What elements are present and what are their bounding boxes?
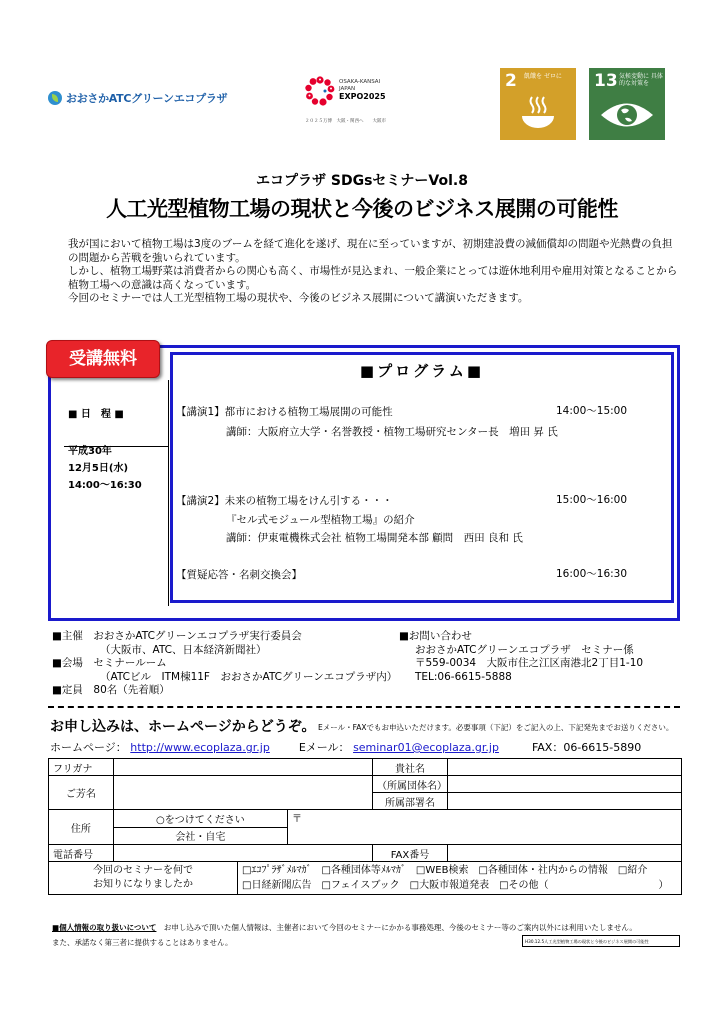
furigana-field[interactable] [113,759,372,776]
dept-label: 所属部署名 [373,793,448,810]
sdg13-number: 13 [594,71,618,91]
source-options-row1[interactable]: □ｴｺﾌﾟﾗｻﾞﾒﾙﾏｶﾞ □各種団体等ﾒﾙﾏｶﾞ □WEB検索 □各種団体・社内からの情報 □紹介 [242,865,648,876]
privacy-text-1: お申し込みで頂いた個人情報は、主催者において今回のセミナーにかかる事務処理、今後のセミナー等のご案内以外には利用いたしません。 [156,923,637,932]
name-label: ご芳名 [49,776,114,810]
atc-logo-text: おおさかATCグリーンエコプラザ [66,92,228,105]
qa-title: 【質疑応答・名刺交換会】 [176,569,302,581]
org-field[interactable] [447,776,681,793]
source-label-line1: 今回のセミナーを何で [93,865,194,876]
apply-heading: お申し込みは、ホームページからどうぞ。 [50,719,316,735]
fax-field[interactable] [447,845,681,862]
schedule-date: 12月5日(水) [68,463,129,474]
company-label: 貴社名 [373,759,448,776]
address-choice[interactable]: 会社・自宅 [113,827,287,845]
sdg2-label: 飢餓を ゼロに [524,73,562,80]
page-title: 人工光型植物工場の現状と今後のビジネス展開の可能性 [106,197,618,221]
sdg13-label: 気候変動に 具体的な対策を [619,73,663,87]
inquiry-info [399,630,643,684]
schedule-time: 14:00～16:30 [68,480,142,491]
capacity: ■定員 80名（先着順） [52,684,170,697]
host-members: （大阪市、ATC、日本経済新聞社） [100,643,267,656]
sdg2-number: 2 [505,71,517,91]
expo-text-3: EXPO2025 [339,92,386,101]
lecture2-title: 【講演2】未来の植物工場をけん引する・・・ [176,495,393,507]
expo-ring-icon [305,76,335,106]
address-hint: ○をつけてください [113,810,287,828]
schedule-info [68,443,142,494]
name-field[interactable] [113,776,372,810]
program-divider [168,380,169,606]
source-label [49,862,238,895]
program-heading: ■プログラム■ [359,362,485,380]
org-label: （所属団体名） [373,776,448,793]
phone-field[interactable] [113,845,372,862]
address-field[interactable] [288,810,682,845]
atc-logo [48,90,227,106]
sdg13-logo [589,68,665,140]
source-label-line2: お知りになりましたか [93,879,194,890]
free-admission-badge: 受講無料 [46,340,160,378]
qa-time: 16:00～16:30 [556,568,628,580]
intro-paragraph-2: しかし、植物工場野菜は消費者からの関心も高く、市場性が見込まれ、一般企業にとっては遊休地利用や雇用対策となることから植物工場への意識は高くなっています。 [68,265,678,291]
expo-text-1: OSAKA-KANSAI [339,79,381,85]
fax-number: FAX：06-6615-5890 [531,741,642,754]
bowl-icon [520,94,556,132]
intro-paragraph-3: 今回のセミナーでは人工光型植物工場の現状や、今後のビジネス展開について講演いただきます。 [68,292,529,305]
source-options-row2[interactable]: □日経新聞広告 □フェイスブック □大阪市報道発表 □その他（ ） [242,880,669,891]
lecture1-time: 14:00～15:00 [556,405,628,417]
host: ■主催 おおさかATCグリーンエコプラザ実行委員会 [52,630,302,642]
phone-label: 電話番号 [49,845,114,862]
inquiry-address: 〒559-0034 大阪市住之江区南港北2丁目1-10 [415,657,644,670]
application-form [48,758,682,895]
atc-leaf-icon [48,91,62,105]
homepage-label: ホームページ： [50,741,127,754]
dept-field[interactable] [447,793,681,810]
inquiry-org: おおさかATCグリーンエコプラザ セミナー係 [415,643,634,656]
eye-earth-icon [599,98,655,132]
seminar-series: エコプラザ SDGsセミナーVol.8 [256,173,468,189]
lecture2-time: 15:00～16:00 [556,494,628,506]
venue-detail: （ATCビル ITM棟11F おおさかATCグリーンエコプラザ内） [100,670,398,683]
lecture1-title: 【講演1】都市における植物工場展開の可能性 [176,406,393,418]
lecture2-speaker: 講師：伊東電機株式会社 植物工場開発本部 顧問 西田 良和 氏 [226,532,523,544]
company-field[interactable] [447,759,681,776]
lecture1-speaker: 講師：大阪府立大学・名誉教授・植物工場研究センター長 増田 昇 氏 [226,426,558,438]
source-options[interactable] [238,862,682,895]
schedule-year: 平成30年 [68,446,112,457]
email-label: Eメール： [298,741,350,754]
intro-paragraph-1: 我が国において植物工場は3度のブームを経て進化を遂げ、現在に至っていますが、初期建設費の減価償却の問題や光熱費の負担の問題から苦戦を強いられています。 [68,238,673,264]
inquiry-tel: TEL:06-6615-5888 [415,670,512,683]
privacy-title: ■個人情報の取り扱いについて [52,923,157,932]
lecture2-subtitle: 『セル式モジュール型植物工場』の紹介 [226,514,415,526]
privacy-text-2: また、承諾なく第三者に提供することはありません。 [52,938,233,947]
apply-note: Eメール・FAXでもお申込いただけます。必要事項（下記）をご記入の上、下記発先までお送りください。 [318,723,674,732]
contact-line [50,739,641,755]
cut-line [48,706,680,708]
furigana-label: フリガナ [49,759,114,776]
event-info [52,630,397,698]
inquiry-heading: ■お問い合わせ [399,630,472,642]
expo-caption: ２０２５万博 大阪・関西へ 大阪市 [305,119,386,124]
email-link[interactable]: seminar01@ecoplaza.gr.jp [353,741,499,754]
address-label: 住所 [49,810,114,845]
venue: ■会場 セミナールーム [52,657,167,670]
postal-mark: 〒 [292,814,303,825]
expo-text-2: JAPAN [339,86,356,92]
fax-label: FAX番号 [373,845,448,862]
expo2025-logo [305,76,387,124]
sdg2-logo [500,68,576,140]
homepage-link[interactable]: http://www.ecoplaza.gr.jp [130,741,270,754]
privacy-notice [52,922,637,933]
intro-text [68,238,680,306]
document-id: H30.12.5人工光型植物工場の現状と今後のビジネス展開の可能性 [522,935,680,947]
schedule-heading: ■ 日 程 ■ [68,409,124,420]
